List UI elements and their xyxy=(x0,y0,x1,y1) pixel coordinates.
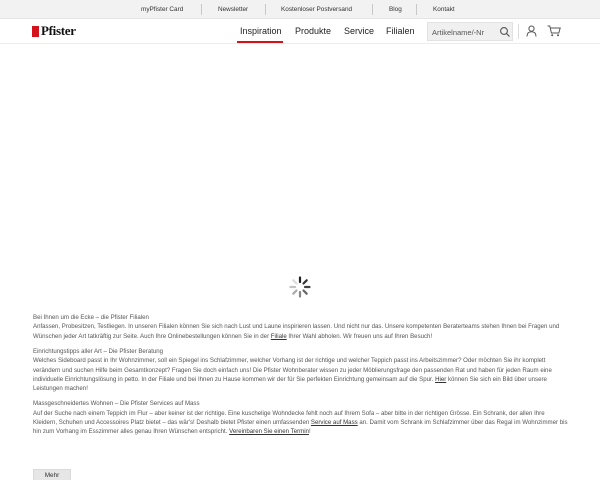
section-text: Ihrer Wahl abholen. Wir freuen uns auf Ihren Besuch! xyxy=(286,332,433,340)
user-icon[interactable] xyxy=(526,25,537,37)
filiale-link[interactable]: Filiale xyxy=(270,332,287,340)
more-button[interactable]: Mehr xyxy=(33,469,71,480)
topbar-divider xyxy=(265,4,266,15)
search-input[interactable] xyxy=(432,26,498,38)
nav-item-inspiration[interactable]: Inspiration xyxy=(240,26,282,36)
section-beratung xyxy=(33,347,568,394)
nav-item-produkte[interactable]: Produkte xyxy=(295,26,332,36)
nav-item-service[interactable]: Service xyxy=(344,26,375,36)
hier-link[interactable]: Hier xyxy=(435,375,447,383)
section-service-auf-mass xyxy=(33,399,568,437)
termin-link[interactable]: Vereinbaren Sie einen Termin xyxy=(229,428,309,436)
cart-icon[interactable] xyxy=(547,25,561,37)
nav-item-filialen[interactable]: Filialen xyxy=(386,26,415,36)
section-text: Auf der Suche nach einem Teppich im Flur – aber keiner ist der richtige. Eine kuschelige Wohndecke fehlt noch auf Ihrem Sofa – aber bitte in der richtigen Grösse. Ein Schrank, der allen Ihre Kleidern, Schuhen und Accessoires Platz bietet – das wär's! Deshalb bietet Pfister einen umfassenden xyxy=(33,409,545,427)
topbar-link-kontakt[interactable]: Kontakt xyxy=(433,6,455,13)
section-text: Welches Sideboard passt in Ihr Wohnzimmer, soll ein Spiegel ins Schlafzimmer, welcher Vorhang ist der richtige und welcher Teppich passt ins Arbeitszimmer? Oder möchten Sie ihr komplett verändern und suchen Hilfe beim Gesamtkonzept? Fragen Sie doch einfach uns! Die Pfister Wohnberater wissen zu jeder Möblierungsfrage den passenden Rat und haben für jeden Raum eine individuelle Einrichtungslösung in petto. In der Filiale und bei Ihnen zu Hause kommen wir der für Sie perfekten Einrichtung gemeinsam auf die Spur. xyxy=(33,357,552,383)
topbar-divider xyxy=(372,4,373,15)
section-filialen xyxy=(33,313,568,341)
seo-text-block xyxy=(33,313,568,442)
topbar-divider xyxy=(201,4,202,15)
header-divider xyxy=(518,24,519,39)
topbar-link-mypfister-card[interactable]: myPfister Card xyxy=(141,6,184,13)
section-text: ! xyxy=(308,428,311,436)
pfister-logo[interactable] xyxy=(32,24,76,38)
logo-mark-icon xyxy=(32,26,39,37)
loading-spinner-icon xyxy=(288,275,312,299)
topbar-link-blog[interactable]: Blog xyxy=(389,6,402,13)
section-title: Bei Ihnen um die Ecke – die Pfister Filialen xyxy=(33,314,149,321)
search-box xyxy=(427,22,513,41)
search-icon[interactable] xyxy=(499,26,511,38)
logo-wordmark: Pfister xyxy=(41,23,76,38)
topbar-link-newsletter[interactable]: Newsletter xyxy=(218,6,249,13)
section-text: können Sie sich ein Bild über unsere Leistungen machen! xyxy=(33,375,547,393)
section-title: Massgeschneidertes Wohnen – Die Pfister Services auf Mass xyxy=(33,400,200,408)
service-topbar xyxy=(0,0,600,19)
section-text: Anfassen, Probesitzen, Testliegen. In unseren Filialen können Sie sich nach Lust und Laune inspirieren lassen. Und nicht nur das. Unsere kompetenten Beraterteams stehen Ihnen bei Fragen und Wünschen jeder Art tatkräftig zur Seite. Auch Ihre Onlinebestellungen können Sie in der xyxy=(33,323,560,340)
service-auf-mass-link[interactable]: Service auf Mass xyxy=(310,419,358,427)
topbar-divider xyxy=(416,4,417,15)
section-text: an. Damit vom Schrank im Schlafzimmer über das Regal im Wohnzimmer bis hin zum Vorhang im Esszimmer alles genau Ihren Wünschen entspricht. xyxy=(33,419,568,436)
section-title: Einrichtungstipps aller Art – Die Pfister Beratung xyxy=(33,347,164,355)
topbar-link-postversand[interactable]: Kostenloser Postversand xyxy=(281,6,353,13)
header-bottom-border xyxy=(0,43,600,44)
